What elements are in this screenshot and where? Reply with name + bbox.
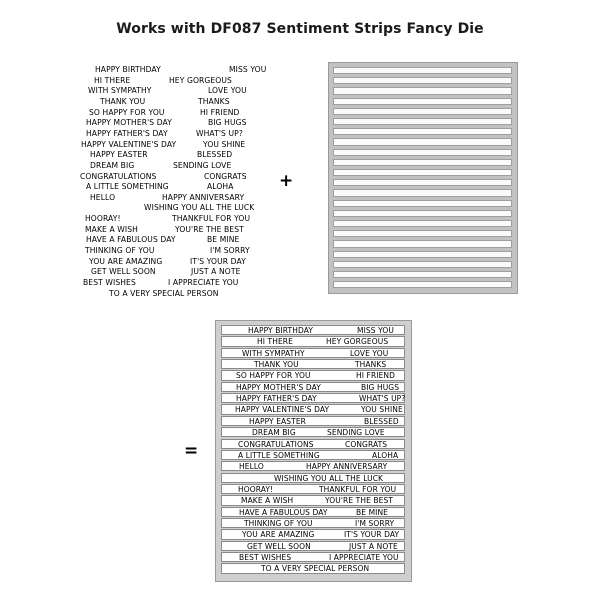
strip-sentiment-left: BEST WISHES bbox=[239, 553, 292, 562]
stamp-row bbox=[80, 85, 252, 96]
sentiment-strips-die bbox=[328, 62, 518, 294]
stamp-sentiment-left: A LITTLE SOMETHING bbox=[86, 182, 169, 192]
stamped-strip bbox=[221, 427, 405, 437]
stamp-sentiment-right: MISS YOU bbox=[229, 65, 267, 74]
stamp-sentiment-right: THANKS bbox=[198, 96, 230, 106]
strip-sentiment-right: CONGRATS bbox=[345, 439, 388, 449]
stamp-row bbox=[80, 117, 252, 128]
strip-sentiment-left: DREAM BIG bbox=[252, 428, 296, 438]
strip-sentiment-left: CONGRATULATIONS bbox=[238, 439, 314, 449]
stamped-strip bbox=[221, 404, 405, 414]
stamp-sentiment-left: THINKING OF YOU bbox=[85, 246, 155, 256]
stamped-strip bbox=[221, 439, 405, 449]
stamp-sentiment-left: HOORAY! bbox=[85, 214, 121, 224]
stamp-sentiment-right: I'M SORRY bbox=[210, 246, 250, 256]
strip-sentiment-right: LOVE YOU bbox=[350, 348, 389, 358]
strip-sentiment-left: GET WELL SOON bbox=[247, 541, 311, 551]
stamped-strip bbox=[221, 529, 405, 539]
die-strip bbox=[333, 251, 512, 258]
stamp-sentiment-left: TO A VERY SPECIAL PERSON bbox=[109, 288, 219, 298]
stamped-strip bbox=[221, 370, 405, 380]
stamp-sentiment-right: SENDING LOVE bbox=[173, 160, 232, 170]
strip-sentiment-right: HI FRIEND bbox=[356, 371, 395, 381]
stamp-row bbox=[80, 288, 252, 299]
stamped-strip bbox=[221, 416, 405, 426]
stamped-strip bbox=[221, 461, 405, 471]
stamp-sentiment-right: YOU SHINE bbox=[203, 139, 246, 149]
stamped-strip bbox=[221, 450, 405, 460]
die-strip bbox=[333, 271, 512, 278]
strip-sentiment-right: JUST A NOTE bbox=[349, 541, 398, 551]
die-strip bbox=[333, 261, 512, 268]
strip-sentiment-left: HAVE A FABULOUS DAY bbox=[239, 507, 328, 517]
stamp-sentiment-left: SO HAPPY FOR YOU bbox=[89, 107, 165, 117]
stamp-row bbox=[80, 139, 252, 150]
strip-sentiment-right: SENDING LOVE bbox=[327, 428, 385, 438]
stamped-strip bbox=[221, 359, 405, 369]
stamp-row bbox=[80, 245, 252, 256]
strip-sentiment-right: THANKFUL FOR YOU bbox=[319, 484, 397, 494]
strip-sentiment-right: BLESSED bbox=[364, 416, 399, 426]
die-strip bbox=[333, 220, 512, 227]
stamped-strip bbox=[221, 382, 405, 392]
stamp-row bbox=[80, 277, 252, 288]
strip-sentiment-right: THANKS bbox=[355, 360, 387, 370]
strip-sentiment-left: HAPPY BIRTHDAY bbox=[248, 326, 314, 335]
die-strip bbox=[333, 210, 512, 217]
stamped-strip bbox=[221, 518, 405, 528]
stamped-strip bbox=[221, 507, 405, 517]
stamp-row bbox=[80, 213, 252, 224]
stamp-sentiment-left: DREAM BIG bbox=[90, 160, 135, 170]
stamp-sentiment-right: THANKFUL FOR YOU bbox=[172, 214, 251, 224]
stamp-row bbox=[80, 128, 252, 139]
stamp-row bbox=[80, 256, 252, 267]
stamp-row bbox=[80, 160, 252, 171]
stamp-row bbox=[80, 171, 252, 182]
equals-sign: = bbox=[184, 441, 199, 461]
strip-sentiment-left: HI THERE bbox=[257, 337, 293, 347]
stamp-sentiment-right: LOVE YOU bbox=[208, 86, 247, 96]
die-strip bbox=[333, 169, 512, 176]
die-strip bbox=[333, 77, 512, 84]
strip-sentiment-right: BE MINE bbox=[356, 507, 388, 517]
stamped-strip bbox=[221, 348, 405, 358]
stamp-sentiment-left: BEST WISHES bbox=[83, 278, 136, 287]
strip-sentiment-right: ALOHA bbox=[372, 450, 399, 460]
die-strip bbox=[333, 149, 512, 156]
strip-sentiment-left: YOU ARE AMAZING bbox=[242, 530, 315, 540]
stamp-row bbox=[80, 224, 252, 235]
strip-sentiment-left: MAKE A WISH bbox=[241, 496, 294, 506]
strip-sentiment-right: HAPPY ANNIVERSARY bbox=[306, 462, 388, 472]
stamp-sentiment-right: HI FRIEND bbox=[200, 107, 240, 117]
stamp-sentiment-right: BE MINE bbox=[207, 235, 240, 245]
stamp-sentiment-left: HI THERE bbox=[94, 75, 131, 85]
die-strip bbox=[333, 98, 512, 105]
strip-sentiment-left: HAPPY FATHER'S DAY bbox=[236, 394, 317, 404]
stamped-strip bbox=[221, 484, 405, 494]
stamp-row bbox=[80, 107, 252, 118]
die-strip bbox=[333, 189, 512, 196]
die-strip bbox=[333, 128, 512, 135]
plus-sign: + bbox=[279, 171, 294, 191]
die-strip bbox=[333, 67, 512, 74]
stamp-row bbox=[80, 149, 252, 160]
stamp-row bbox=[80, 75, 252, 86]
stamp-sentiment-right: YOU'RE THE BEST bbox=[175, 224, 244, 234]
stamp-sentiment-right: BIG HUGS bbox=[208, 118, 247, 128]
die-strip bbox=[333, 240, 512, 247]
stamp-sentiment-right: BLESSED bbox=[197, 150, 233, 160]
strip-sentiment-right: IT'S YOUR DAY bbox=[344, 530, 400, 540]
strip-sentiment-left: THANK YOU bbox=[254, 360, 299, 370]
strip-sentiment-left: WISHING YOU ALL THE LUCK bbox=[274, 473, 384, 483]
stamp-sentiment-left: HAPPY VALENTINE'S DAY bbox=[81, 139, 177, 149]
stamp-sentiment-left: THANK YOU bbox=[100, 96, 146, 106]
stamp-sentiment-right: I APPRECIATE YOU bbox=[168, 278, 239, 287]
stamp-row bbox=[80, 96, 252, 107]
die-strip bbox=[333, 118, 512, 125]
clear-stamp-sheet bbox=[80, 64, 267, 304]
stamped-strip bbox=[221, 495, 405, 505]
stamp-sentiment-left: HELLO bbox=[90, 192, 116, 202]
strip-sentiment-right: YOU SHINE bbox=[361, 405, 403, 415]
die-strip bbox=[333, 159, 512, 166]
stamp-sentiment-left: YOU ARE AMAZING bbox=[89, 256, 163, 266]
stamp-sentiment-left: HAPPY FATHER'S DAY bbox=[86, 128, 168, 138]
stamp-sentiment-right: WHAT'S UP? bbox=[196, 128, 243, 138]
stamp-sentiment-left: HAPPY MOTHER'S DAY bbox=[86, 118, 172, 128]
strip-sentiment-left: HAPPY VALENTINE'S DAY bbox=[235, 405, 330, 415]
stamp-row bbox=[80, 202, 255, 213]
strip-sentiment-right: I APPRECIATE YOU bbox=[329, 553, 399, 562]
page-title: Works with DF087 Sentiment Strips Fancy Die bbox=[116, 21, 484, 37]
strip-sentiment-left: THINKING OF YOU bbox=[244, 518, 313, 528]
strip-sentiment-right: I'M SORRY bbox=[355, 518, 395, 528]
strip-sentiment-left: SO HAPPY FOR YOU bbox=[236, 371, 311, 381]
strip-sentiment-right: MISS YOU bbox=[357, 326, 394, 335]
die-strip bbox=[333, 230, 512, 237]
stamp-sentiment-right: ALOHA bbox=[207, 182, 234, 192]
stamp-sentiment-left: HAPPY EASTER bbox=[90, 150, 148, 160]
stamp-row bbox=[80, 64, 267, 75]
strip-sentiment-left: A LITTLE SOMETHING bbox=[238, 450, 320, 460]
strip-sentiment-left: HELLO bbox=[239, 462, 264, 472]
stamp-row bbox=[80, 266, 252, 277]
stamped-strip bbox=[221, 541, 405, 551]
stamp-sentiment-right: JUST A NOTE bbox=[191, 267, 241, 277]
die-strip bbox=[333, 108, 512, 115]
stamp-sentiment-left: WITH SYMPATHY bbox=[88, 86, 152, 96]
stamp-sentiment-right: CONGRATS bbox=[204, 171, 247, 181]
stamped-strip bbox=[221, 325, 405, 335]
strip-sentiment-right: BIG HUGS bbox=[361, 382, 400, 392]
stamp-row bbox=[80, 234, 252, 245]
die-strip bbox=[333, 87, 512, 94]
stamp-sentiment-left: GET WELL SOON bbox=[91, 267, 156, 277]
die-strip bbox=[333, 179, 512, 186]
stamp-row bbox=[80, 181, 252, 192]
strip-sentiment-left: WITH SYMPATHY bbox=[242, 348, 305, 358]
strip-sentiment-left: HAPPY MOTHER'S DAY bbox=[236, 382, 321, 392]
stamp-row bbox=[80, 192, 252, 203]
die-strip bbox=[333, 281, 512, 288]
stamped-die-cut-result bbox=[215, 320, 412, 582]
stamped-strip bbox=[221, 473, 405, 483]
strip-sentiment-right: YOU'RE THE BEST bbox=[325, 496, 394, 506]
stamp-sentiment-left: HAVE A FABULOUS DAY bbox=[86, 235, 176, 245]
stamp-sentiment-right: HEY GORGEOUS bbox=[169, 75, 232, 85]
stamp-sentiment-left: WISHING YOU ALL THE LUCK bbox=[144, 203, 255, 213]
stamp-sentiment-right: IT'S YOUR DAY bbox=[190, 256, 246, 266]
die-strip bbox=[333, 200, 512, 207]
strip-sentiment-right: HEY GORGEOUS bbox=[326, 337, 389, 347]
die-strip bbox=[333, 138, 512, 145]
strip-sentiment-left: HOORAY! bbox=[238, 484, 274, 494]
stamped-strip bbox=[221, 552, 405, 562]
stamp-sentiment-left: CONGRATULATIONS bbox=[80, 171, 157, 181]
stamp-sentiment-left: MAKE A WISH bbox=[85, 224, 138, 234]
strip-sentiment-left: HAPPY EASTER bbox=[249, 416, 306, 426]
stamped-strip bbox=[221, 393, 405, 403]
stamped-strip bbox=[221, 563, 405, 573]
strip-sentiment-right: WHAT'S UP? bbox=[359, 394, 406, 404]
strip-sentiment-left: TO A VERY SPECIAL PERSON bbox=[261, 564, 370, 574]
stamp-sentiment-right: HAPPY ANNIVERSARY bbox=[162, 192, 245, 202]
stamped-strip bbox=[221, 336, 405, 346]
stamp-sentiment-left: HAPPY BIRTHDAY bbox=[95, 65, 161, 74]
